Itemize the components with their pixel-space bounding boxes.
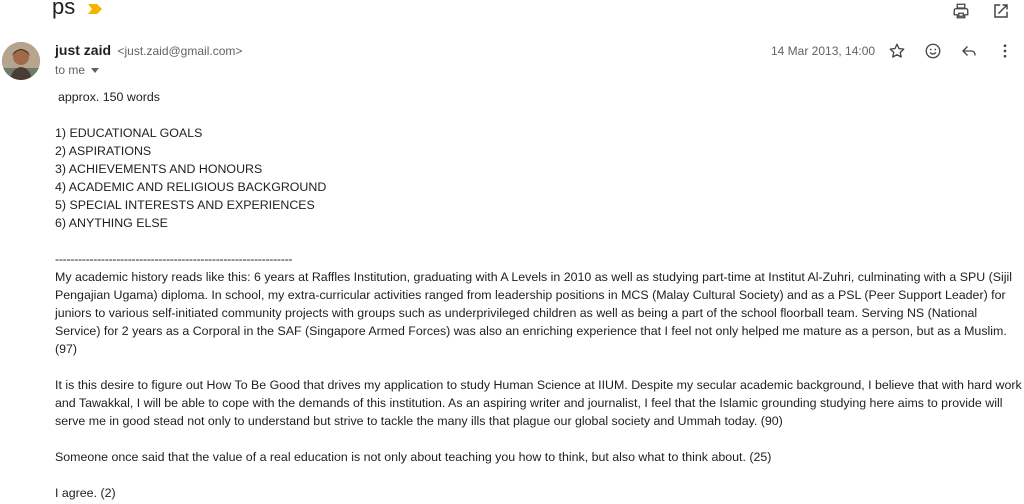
subject-row: [0, 0, 1024, 26]
avatar[interactable]: [2, 42, 40, 80]
list-item: 1) EDUCATIONAL GOALS: [55, 126, 203, 140]
paragraph-motivation: It is this desire to figure out How To Be Good that drives my application to study Human Science at IIUM. Despite my secular academic background, I believe that with hard work and Tawakkal, I will be able to cope with the demands of this institution. As an aspiring writer and journalist, I feel that the Islamic grounding studying here aims to provide will serve me in good stead not only to understand but strive to tackle the many ills that plague our global society and Ummah today. (90): [55, 378, 1022, 428]
list-item: 3) ACHIEVEMENTS AND HONOURS: [55, 162, 263, 176]
top-toolbar: [950, 0, 1012, 22]
emoji-reaction-icon[interactable]: [922, 40, 944, 62]
open-in-new-window-icon[interactable]: [990, 0, 1012, 22]
reply-icon[interactable]: [958, 40, 980, 62]
chevron-down-icon[interactable]: [91, 68, 99, 73]
list-item: 5) SPECIAL INTERESTS AND EXPERIENCES: [55, 198, 315, 212]
message-actions: [886, 40, 1016, 62]
recipient-label: to me: [55, 63, 86, 77]
divider-line: --------------------------------------------------------------: [55, 252, 293, 266]
more-vertical-icon[interactable]: [994, 40, 1016, 62]
paragraph-quote: Someone once said that the value of a real education is not only about teaching you how to think, but also what to think about. (25): [55, 450, 772, 464]
email-date: 14 Mar 2013, 14:00: [771, 44, 876, 58]
sender-email: <just.zaid@gmail.com>: [117, 44, 243, 58]
email-subject: ps: [52, 0, 76, 19]
importance-marker-icon[interactable]: [88, 4, 102, 14]
paragraph-closing: I agree. (2): [55, 486, 116, 500]
list-item: 4) ACADEMIC AND RELIGIOUS BACKGROUND: [55, 180, 327, 194]
recipient-details-toggle[interactable]: [55, 63, 99, 77]
paragraph-academic-history: My academic history reads like this: 6 years at Raffles Institution, graduating with A Levels in 2010 as well as studying part-time at Institut Al-Zuhri, culminating with a SPU (Sijil Pengajian Ugama) diploma. In school, my extra-curricular activities ranged from leadership positions in MCS (Malay Cultural Society) and as a PSL (Peer Support Leader) for juniors to various self-initiated community projects with groups such as underprivileged children as well as being a part of the school floorball team. Serving NS (National Service) for 2 years as a Corporal in the SAF (Singapore Armed Forces) was also an enriching experience that I feel not only helped me mature as a person, but as a Muslim. (97): [55, 270, 1013, 356]
list-item: 2) ASPIRATIONS: [55, 144, 152, 158]
sender-name[interactable]: just zaid: [55, 42, 112, 58]
star-icon[interactable]: [886, 40, 908, 62]
sender-info: [55, 42, 242, 60]
print-icon[interactable]: [950, 0, 972, 22]
intro-line: approx. 150 words: [58, 90, 160, 104]
email-body: [55, 88, 1023, 502]
list-item: 6) ANYTHING ELSE: [55, 216, 168, 230]
